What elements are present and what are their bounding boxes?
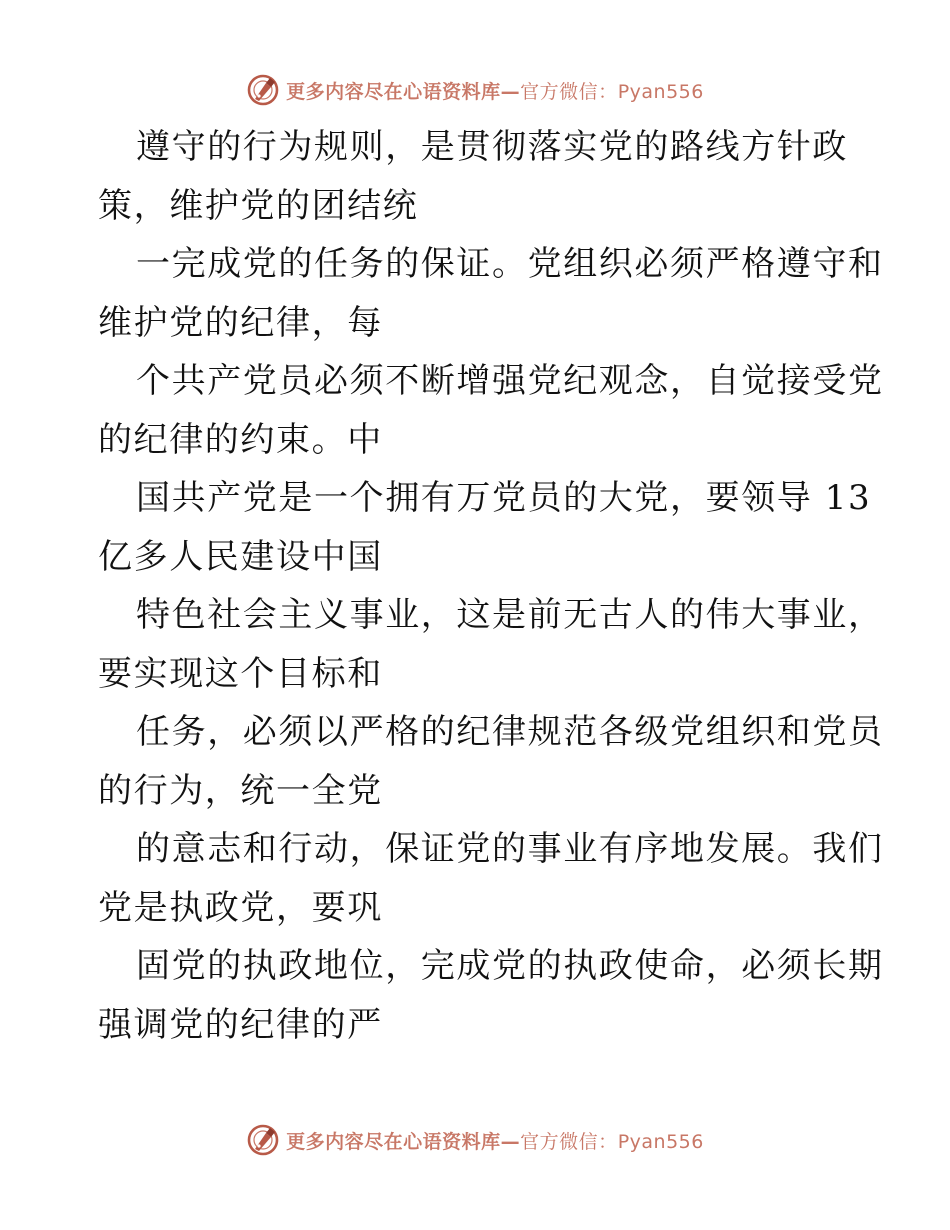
document-body: [98, 118, 884, 1054]
text-line: 亿多人民建设中国: [98, 536, 383, 577]
banner-wechat-id: Pyan556: [617, 80, 704, 103]
text-line: 特色社会主义事业，这是前无古人的伟大事业，: [136, 595, 884, 635]
footer-banner: [0, 1120, 950, 1160]
text-line: 任务，必须以严格的纪律规范各级党组织和党员: [136, 712, 884, 752]
text-line: 一完成党的任务的保证。党组织必须严格遵守和: [136, 244, 884, 284]
banner-main-text: 更多内容尽在心语资料库—: [286, 80, 521, 103]
header-banner: [0, 70, 950, 110]
pen-nib-logo-icon: [246, 1123, 280, 1157]
text-line: 党是执政党，要巩: [98, 887, 383, 928]
text-line: 国共产党是一个拥有万党员的大党，要领导 13: [136, 478, 872, 518]
banner-main-text: 更多内容尽在心语资料库—: [286, 1130, 521, 1153]
banner-wechat-id: Pyan556: [617, 1130, 704, 1153]
text-line: 的意志和行动，保证党的事业有序地发展。我们: [136, 829, 884, 869]
text-line: 的纪律的约束。中: [98, 419, 383, 460]
text-line: 个共产党员必须不断增强党纪观念，自觉接受党: [136, 361, 884, 401]
text-line: 维护党的纪律，每: [98, 302, 383, 343]
banner-wechat-label: 官方微信：: [520, 1130, 618, 1153]
banner-wechat-label: 官方微信：: [520, 80, 618, 103]
text-line: 策，维护党的团结统: [98, 185, 419, 226]
text-line: 要实现这个目标和: [98, 653, 383, 694]
text-line: 强调党的纪律的严: [98, 1004, 383, 1045]
pen-nib-logo-icon: [246, 73, 280, 107]
text-line: 固党的执政地位，完成党的执政使命，必须长期: [136, 946, 884, 986]
text-line: 的行为，统一全党: [98, 770, 383, 811]
text-line: 遵守的行为规则，是贯彻落实党的路线方针政: [136, 127, 848, 167]
